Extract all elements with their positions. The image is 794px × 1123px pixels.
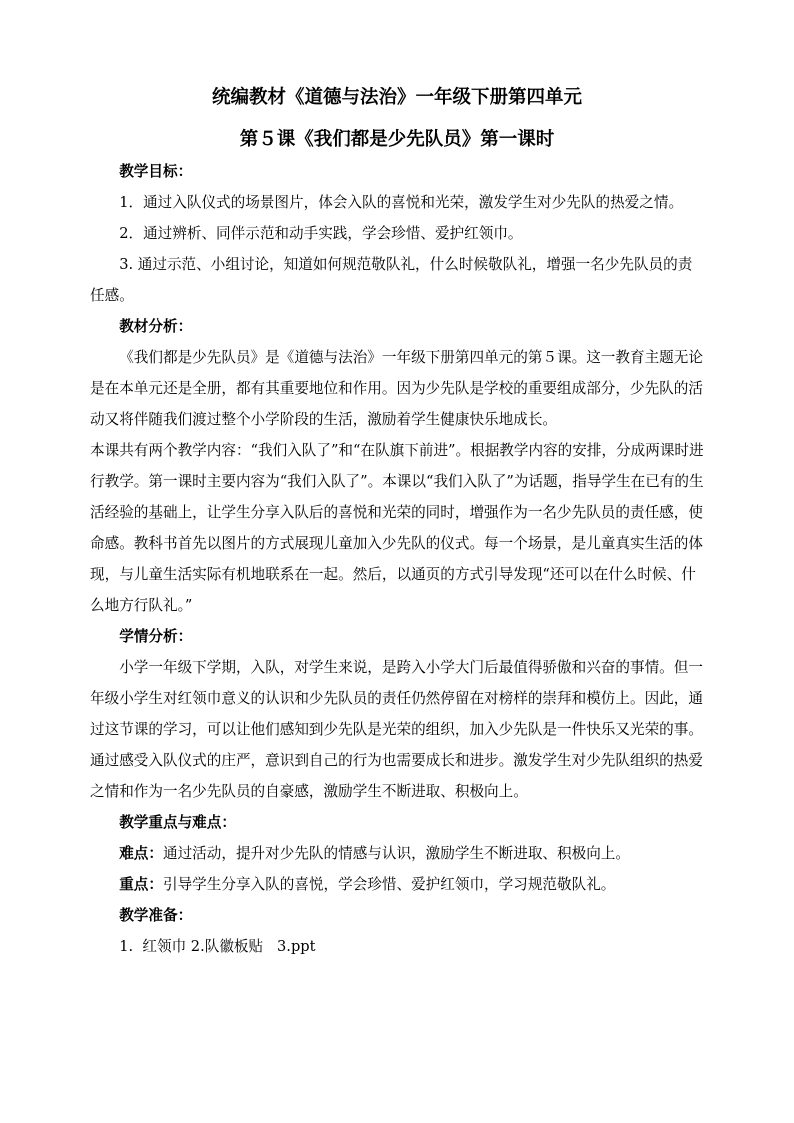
objective-item-2: 2．通过辨析、同伴示范和动手实践，学会珍惜、爱护红领巾。 [119, 225, 523, 242]
students-paragraph: 小学一年级下学期，入队，对学生来说，是跨入小学大门后最值得骄傲和兴奋的事情。但一年级小学生对红领巾意义的认识和少先队员的责任仍然停留在对榜样的崇拜和模仿上。因此，通过这节课的学习，可以让他们感知到少先队是光荣的组织，加入少先队是一件快乐又光荣的事。通过感受入队仪式的庄严，意识到自己的行为也需要成长和进步。激发学生对少先队组织的热爱之情和作为一名少先队员的自豪感，激励学生不断进取、积极向上。 [90, 659, 703, 800]
focus-line [90, 869, 704, 900]
document-title-lesson: 第５课《我们都是少先队员》第一课时 [239, 129, 555, 150]
objective-item-1: 1．通过入队仪式的场景图片，体会入队的喜悦和光荣，激发学生对少先队的热爱之情。 [119, 194, 684, 211]
difficulty-text: 通过活动，提升对少先队的情感与认识，激励学生不断进取、积极向上。 [162, 845, 630, 862]
document-title-unit: 统编教材《道德与法治》一年级下册第四单元 [211, 87, 582, 108]
focus-text: 引导学生分享入队的喜悦，学会珍惜、爱护红领巾，学习规范敬队礼。 [162, 876, 616, 893]
objectives-heading: 教学目标： [119, 163, 193, 180]
students-heading: 学情分析： [119, 628, 193, 645]
preparation-heading: 教学准备： [119, 907, 193, 924]
key-points-heading: 教学重点与难点： [119, 814, 236, 831]
objective-item-3: 3. 通过示范、小组讨论，知道如何规范敬队礼，什么时候敬队礼，增强一名少先队员的责任感。 [90, 256, 693, 304]
material-paragraph-1: 《我们都是少先队员》是《道德与法治》一年级下册第四单元的第５课。这一教育主题无论是在本单元还是全册，都有其重要地位和作用。因为少先队是学校的重要组成部分，少先队的活动又将伴随我们渡过整个小学阶段的生活，激励着学生健康快乐地成长。 [90, 349, 703, 428]
document-body [90, 156, 704, 962]
difficulty-line [90, 838, 704, 869]
difficulty-label: 难点： [119, 845, 163, 862]
focus-label: 重点： [119, 876, 163, 893]
preparation-items: 1. 红领巾 2.队徽板贴 3.ppt [119, 938, 316, 955]
material-paragraph-2: 本课共有两个教学内容：“我们入队了”和“在队旗下前进”。根据教学内容的安排，分成两课时进行教学。第一课时主要内容为“我们入队了”。本课以“我们入队了”为话题，指导学生在已有的生活经验的基础上，让学生分享入队后的喜悦和光荣的同时，增强作为一名少先队员的责任感，使命感。教科书首先以图片的方式展现儿童加入少先队的仪式。每一个场景，是儿童真实生活的体现，与儿童生活实际有机地联系在一起。然后，以通页的方式引导发现“还可以在什么时候、什么地方行队礼。” [90, 442, 704, 614]
material-heading: 教材分析： [119, 318, 193, 335]
